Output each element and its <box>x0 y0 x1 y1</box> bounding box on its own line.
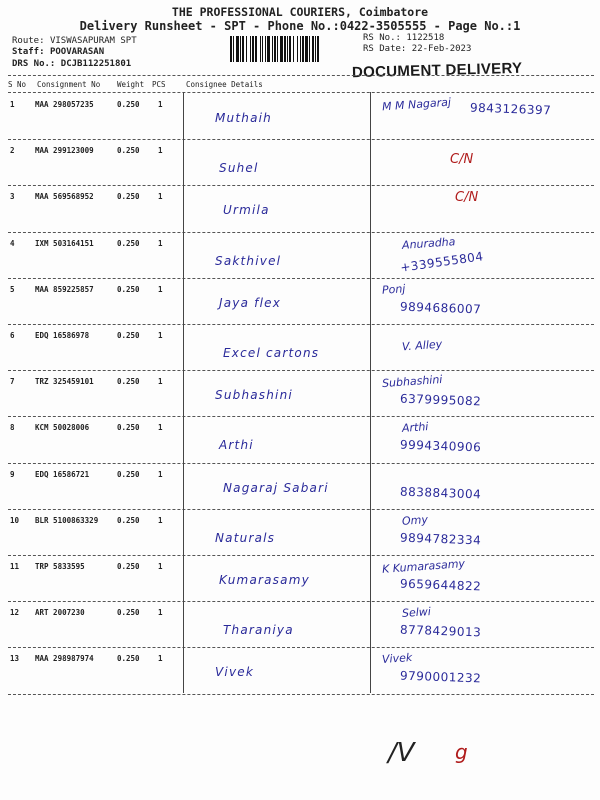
row-consignment-no: MAA 298987974 <box>35 654 94 664</box>
row-phone: 6379995082 <box>399 391 482 409</box>
col-header-weight: Weight <box>117 80 145 89</box>
barcode-bar <box>309 36 310 62</box>
row-signature: Subhashini <box>381 373 443 391</box>
row-divider <box>8 694 594 695</box>
column-divider-details <box>183 92 184 693</box>
row-consignee-name: Arthi <box>219 438 254 453</box>
barcode-bar <box>284 36 286 62</box>
row-weight: 0.250 <box>117 423 140 433</box>
rs-no-value: 1122518 <box>406 33 445 43</box>
barcode-bar <box>246 36 247 62</box>
row-weight: 0.250 <box>117 469 140 479</box>
col-header-pcs: PCS <box>152 80 166 89</box>
row-phone: 9894686007 <box>399 299 482 317</box>
row-weight: 0.250 <box>117 608 140 618</box>
barcode-bar <box>297 36 298 62</box>
row-cn-mark: C/N <box>450 152 474 168</box>
route-line <box>12 36 137 47</box>
route-value: VISWASAPURAM SPT <box>49 36 137 46</box>
staff-label: Staff: <box>12 47 50 57</box>
drs-line <box>12 59 131 70</box>
row-signature: Omy <box>401 512 429 528</box>
barcode-bar <box>233 36 234 62</box>
row-consignment-no: MAA 298057235 <box>35 100 94 109</box>
table-row <box>0 186 600 232</box>
row-phone: 9659644822 <box>399 576 482 594</box>
row-consignee-name: Kumarasamy <box>219 573 310 587</box>
rs-no-label: RS No.: <box>363 33 407 43</box>
row-consignee-name: Excel cartons <box>223 346 320 360</box>
row-consignee-name: Nagaraj Sabari <box>223 480 329 495</box>
row-sno: 6 <box>10 331 15 340</box>
row-consignment-no: EDQ 16586721 <box>35 469 90 479</box>
table-row <box>0 464 600 510</box>
row-consignee-name: Tharaniya <box>223 623 294 638</box>
barcode-bar <box>265 36 266 62</box>
row-weight: 0.250 <box>117 238 140 248</box>
rs-date-value: 22-Feb-2023 <box>411 44 472 54</box>
row-pcs: 1 <box>158 100 163 109</box>
row-signature: Arthi <box>401 420 429 436</box>
rs-date-line <box>363 44 471 55</box>
staff-value: POOVARASAN <box>49 47 105 57</box>
barcode-bar <box>274 36 276 62</box>
table-row <box>0 510 600 556</box>
row-consignee-name: Naturals <box>215 530 276 545</box>
row-signature: Anuradha <box>401 234 456 252</box>
row-weight: 0.250 <box>117 654 140 664</box>
row-sno: 3 <box>10 192 15 202</box>
barcode-bar <box>250 36 251 62</box>
row-consignee-name: Jaya flex <box>219 295 282 310</box>
row-phone: 8838843004 <box>399 484 482 502</box>
barcode-bar <box>272 36 273 62</box>
row-consignment-no: ART 2007230 <box>35 608 85 618</box>
row-pcs: 1 <box>158 515 163 525</box>
row-pcs: 1 <box>158 562 163 571</box>
row-consignee-name: Sakthivel <box>215 253 282 268</box>
row-pcs: 1 <box>158 284 163 294</box>
row-weight: 0.250 <box>117 146 140 156</box>
table-row <box>0 602 600 648</box>
row-signature: Selwi <box>401 605 432 621</box>
company-title: THE PROFESSIONAL COURIERS, Coimbatore <box>171 5 429 19</box>
row-pcs: 1 <box>158 469 163 479</box>
barcode-bar <box>280 36 283 62</box>
row-weight: 0.250 <box>117 562 140 571</box>
route-label: Route: <box>12 36 50 46</box>
row-phone: 8778429013 <box>399 622 482 640</box>
row-consignee-name: Subhashini <box>215 388 293 403</box>
barcode-bar <box>287 36 288 62</box>
table-row <box>0 325 600 371</box>
row-cn-mark: C/N <box>455 190 479 206</box>
table-row <box>0 94 600 140</box>
document-delivery-stamp: DOCUMENT DELIVERY <box>351 59 523 82</box>
barcode-bar <box>312 36 314 62</box>
row-weight: 0.250 <box>117 192 140 202</box>
row-weight: 0.250 <box>117 377 140 387</box>
row-weight: 0.250 <box>117 515 140 525</box>
row-sno: 5 <box>10 284 15 294</box>
row-phone: 9994340906 <box>399 437 482 455</box>
barcode-bar <box>236 36 239 62</box>
runsheet-title: Delivery Runsheet - SPT - Phone No.:0422-3505555 - Page No.:1 <box>79 19 521 33</box>
rs-no-line <box>363 33 444 44</box>
row-consignee-name: Muthaih <box>215 111 272 125</box>
col-header-sno: S No <box>8 80 27 89</box>
row-sno: 10 <box>10 515 20 525</box>
table-row <box>0 371 600 417</box>
row-consignment-no: TRZ 325459101 <box>35 377 94 387</box>
barcode-image <box>230 36 358 62</box>
col-header-consignment: Consignment No <box>37 80 101 89</box>
row-weight: 0.250 <box>117 331 140 340</box>
row-pcs: 1 <box>158 238 163 248</box>
row-consignment-no: MAA 299123009 <box>35 146 94 156</box>
drs-label: DRS No.: <box>12 59 61 69</box>
row-pcs: 1 <box>158 377 163 387</box>
barcode-bar <box>302 36 304 62</box>
barcode-bar <box>267 36 270 62</box>
table-row <box>0 140 600 186</box>
column-divider-signature <box>370 92 371 693</box>
row-pcs: 1 <box>158 423 163 433</box>
drs-value: DCJB112251801 <box>60 59 132 69</box>
barcode-bar <box>242 36 244 62</box>
barcode-bar <box>255 36 257 62</box>
row-consignment-no: MAA 569568952 <box>35 192 94 202</box>
barcode-bar <box>277 36 278 62</box>
row-consignee-name: Urmila <box>223 203 270 218</box>
row-consignment-no: EDQ 16586978 <box>35 331 90 340</box>
row-signature: Ponj <box>381 281 406 297</box>
row-sno: 13 <box>10 654 20 664</box>
row-phone: 9894782334 <box>399 530 482 548</box>
footer-mark-right: g <box>455 740 468 764</box>
barcode-bar <box>230 36 232 62</box>
barcode-bar <box>289 36 291 62</box>
row-consignment-no: TRP 5833595 <box>35 562 85 571</box>
header-bottom-rule <box>8 92 594 93</box>
barcode-bar <box>293 36 294 62</box>
barcode-bar <box>315 36 316 62</box>
table-row <box>0 648 600 694</box>
row-weight: 0.250 <box>117 284 140 294</box>
table-row <box>0 556 600 602</box>
row-pcs: 1 <box>158 654 163 664</box>
barcode-bar <box>240 36 241 62</box>
barcode-bar <box>252 36 254 62</box>
row-sno: 12 <box>10 608 20 618</box>
row-phone: 9790001232 <box>399 668 482 686</box>
row-sno: 4 <box>10 238 15 248</box>
row-consignment-no: BLR 5100863329 <box>35 515 99 525</box>
row-sno: 2 <box>10 146 15 156</box>
row-signature: M M Nagaraj <box>381 95 452 114</box>
table-row <box>0 417 600 463</box>
row-consignment-no: KCM 50028006 <box>35 423 90 433</box>
row-weight: 0.250 <box>117 100 140 109</box>
row-signature: Vivek <box>381 651 413 667</box>
row-phone: 9843126397 <box>469 100 552 118</box>
table-row <box>0 233 600 279</box>
col-header-details: Consignee Details <box>186 80 263 89</box>
row-consignee-name: Vivek <box>215 665 254 680</box>
row-sno: 8 <box>10 423 15 433</box>
row-consignment-no: MAA 859225857 <box>35 284 94 294</box>
footer-mark-left: /V <box>388 738 415 768</box>
rs-date-label: RS Date: <box>363 44 412 54</box>
barcode-bar <box>300 36 301 62</box>
row-pcs: 1 <box>158 331 163 340</box>
row-phone: +339555804 <box>399 248 485 275</box>
row-sno: 7 <box>10 377 15 387</box>
barcode-bar <box>317 36 319 62</box>
table-row <box>0 279 600 325</box>
header-top-rule <box>8 75 594 76</box>
staff-line <box>12 47 104 58</box>
barcode-bar <box>262 36 263 62</box>
row-sno: 9 <box>10 469 15 479</box>
row-signature: K Kumarasamy <box>381 557 466 576</box>
row-pcs: 1 <box>158 608 163 618</box>
row-signature: V. Alley <box>401 337 443 354</box>
row-pcs: 1 <box>158 146 163 156</box>
barcode-bar <box>260 36 261 62</box>
row-sno: 11 <box>10 562 20 571</box>
row-sno: 1 <box>10 100 15 109</box>
barcode-bar <box>305 36 308 62</box>
row-consignment-no: IXM 503164151 <box>35 238 94 248</box>
row-pcs: 1 <box>158 192 163 202</box>
row-consignee-name: Suhel <box>219 161 259 176</box>
